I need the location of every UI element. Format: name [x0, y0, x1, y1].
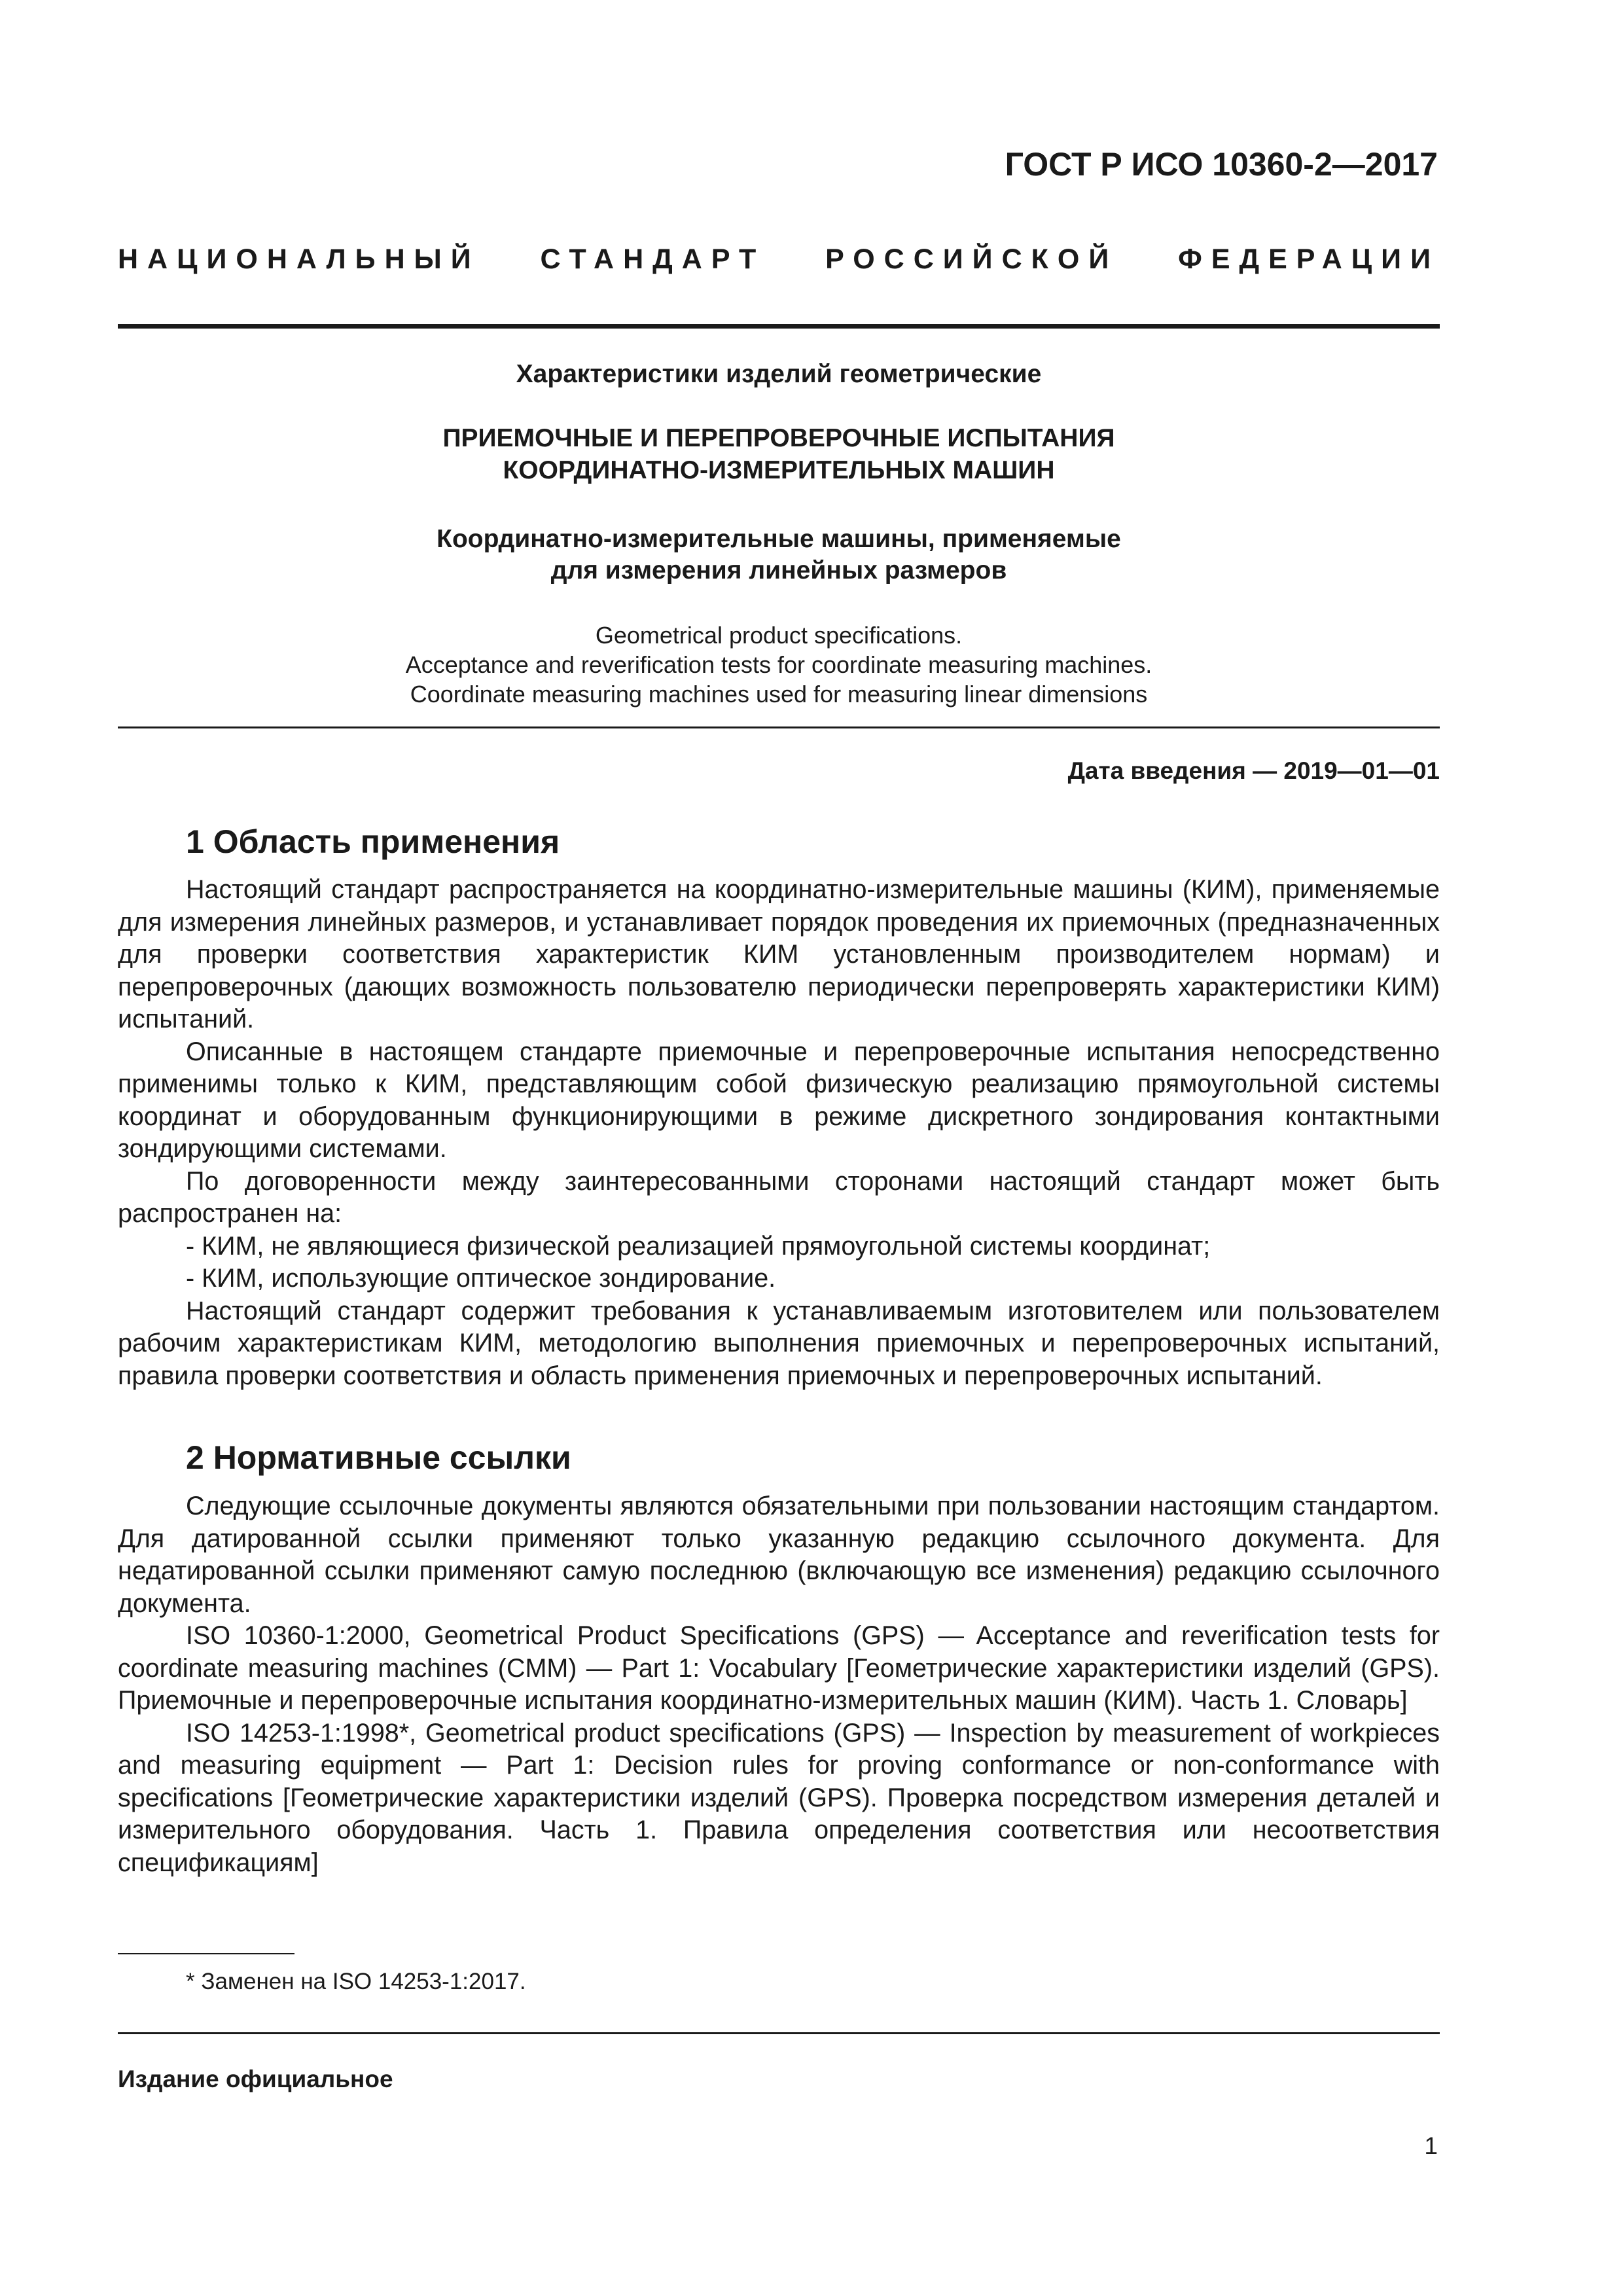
section-1-body: [118, 874, 1440, 1392]
introduction-date: Дата введения — 2019—01—01: [1067, 757, 1440, 784]
subtitle-line-2: для измерения линейных размеров: [550, 556, 1007, 584]
footnote: * Заменен на ISO 14253-1:2017.: [186, 1969, 526, 1994]
document-number: ГОСТ Р ИСО 10360-2—2017: [1005, 146, 1438, 183]
english-title-line-2: Acceptance and reverification tests for coordinate measuring machines.: [405, 651, 1152, 678]
section-1-list-item-2: - КИМ, использующие оптическое зондирование.: [186, 1264, 776, 1293]
section-1-paragraph-3: По договоренности между заинтересованными сторонами настоящий стандарт может быть распространен на:: [118, 1166, 1440, 1228]
subtitle-line-1: Координатно-измерительные машины, применяемые: [437, 525, 1121, 553]
section-2-reference-2: ISO 14253-1:1998*, Geometrical product specifications (GPS) — Inspection by measurement of workpieces and measuring equipment — Part 1: Decision rules for proving conformance or non-conformance with specifications [Геометрические характеристики изделий (GPS). Проверка посредством измерения деталей и измерительного оборудования. Часть 1. Правила определения соответствия или несоответствия спецификациям]: [118, 1718, 1440, 1877]
footnote-divider: [118, 1953, 294, 1954]
title-caps-line-2: КООРДИНАТНО-ИЗМЕРИТЕЛЬНЫХ МАШИН: [503, 456, 1055, 484]
section-1-list-item-1: - КИМ, не являющиеся физической реализацией прямоугольной системы координат;: [186, 1231, 1211, 1261]
subtitle-block: [118, 524, 1440, 586]
section-2-reference-1: ISO 10360-1:2000, Geometrical Product Specifications (GPS) — Acceptance and reverification tests for coordinate measuring machines (CMM) — Part 1: Vocabulary [Геометрические характеристики изделий (GPS). Приемочные и перепроверочные испытания координатно-измерительных машин (КИМ). Часть 1. Словарь]: [118, 1621, 1440, 1715]
title-divider: [118, 726, 1440, 728]
section-1-paragraph-1: Настоящий стандарт распространяется на координатно-измерительные машины (КИМ), применяемые для измерения линейных размеров, и устанавливает порядок проведения их приемочных (предназначенных для проверки соответствия характеристик КИМ установленным производителем нормам) и перепроверочных (дающих возможность пользователю периодически перепроверять характеристики КИМ) испытаний.: [118, 875, 1440, 1033]
english-title-line-3: Coordinate measuring machines used for measuring linear dimensions: [410, 681, 1148, 708]
section-2-heading: 2 Нормативные ссылки: [186, 1439, 571, 1476]
english-title-line-1: Geometrical product specifications.: [595, 622, 963, 649]
header-divider: [118, 324, 1440, 329]
national-standard-heading: НАЦИОНАЛЬНЫЙ СТАНДАРТ РОССИЙСКОЙ ФЕДЕРАЦИИ: [118, 243, 1440, 275]
page-number: 1: [1424, 2132, 1438, 2159]
title-main: Характеристики изделий геометрические: [516, 360, 1042, 388]
section-2-body: [118, 1490, 1440, 1879]
section-1-paragraph-4: Настоящий стандарт содержит требования к устанавливаемым изготовителем или пользователем рабочим характеристикам КИМ, методологию выполнения приемочных и перепроверочных испытаний, правила проверки соответствия и область применения приемочных и перепроверочных испытаний.: [118, 1296, 1440, 1390]
footer-divider: [118, 2032, 1440, 2034]
title-caps-block: [118, 422, 1440, 486]
section-1-paragraph-2: Описанные в настоящем стандарте приемочные и перепроверочные испытания непосредственно применимы только к КИМ, представляющим собой физическую реализацию прямоугольной системы координат и оборудованным функционирующими в режиме дискретного зондирования контактными зондирующими системами.: [118, 1037, 1440, 1163]
title-caps-line-1: ПРИЕМОЧНЫЕ И ПЕРЕПРОВЕРОЧНЫЕ ИСПЫТАНИЯ: [442, 424, 1115, 452]
official-edition-label: Издание официальное: [118, 2066, 393, 2092]
section-1-heading: 1 Область применения: [186, 823, 560, 860]
section-2-paragraph-1: Следующие ссылочные документы являются обязательными при пользовании настоящим стандартом. Для датированной ссылки применяют только указанную редакцию ссылочного документа. Для недатированной ссылки применяют самую последнюю (включающую все изменения) редакцию ссылочного документа.: [118, 1492, 1440, 1618]
english-title-block: [118, 620, 1440, 709]
